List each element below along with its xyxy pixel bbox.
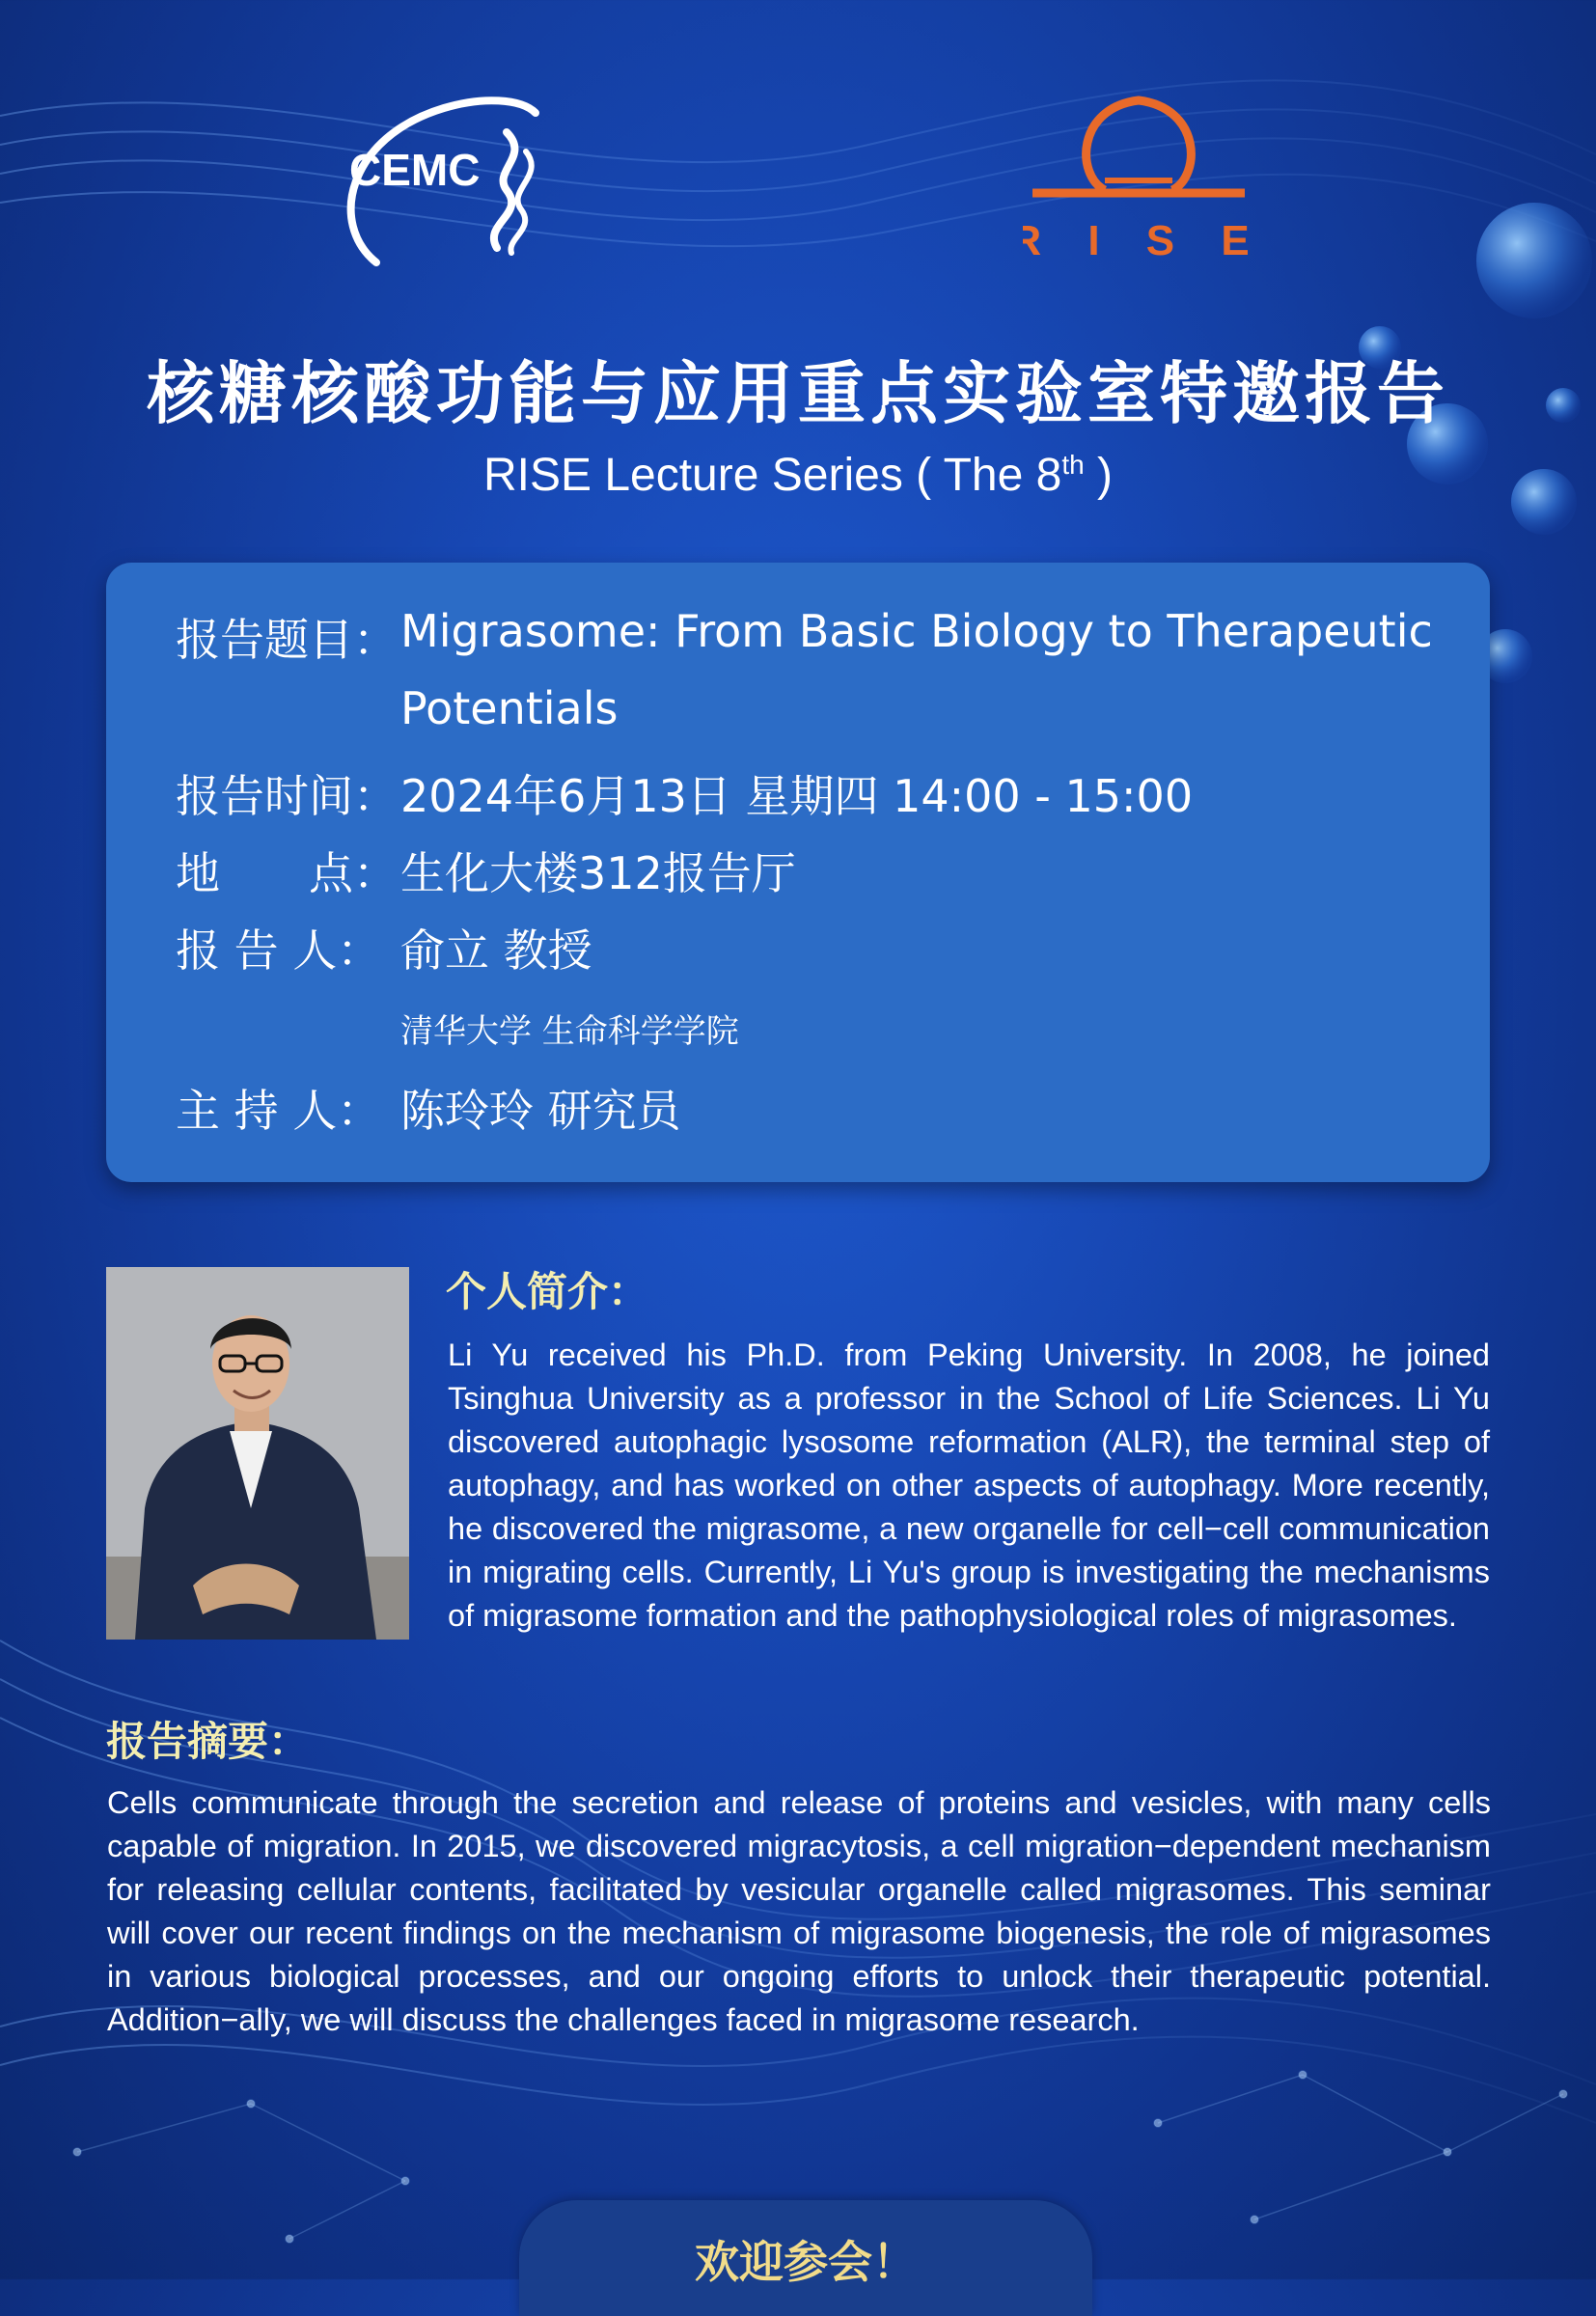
- cemc-logo: [338, 79, 560, 282]
- topic-value-line2: Potentials: [400, 682, 619, 734]
- time-value: 2024年6月13日 星期四 14:00 - 15:00: [400, 770, 1194, 822]
- abstract-text: Cells communicate through the secretion and release of proteins and vesicles, with many cells capable of migration. In 2015, we discovered migracytosis, a cell migration−dependent mechanism for releasing cellular contents, facilitated by vesicular organelle called migrasomes. This seminar will cover our recent findings on the mechanism of migrasome biogenesis, the role of migrasomes in various biological processes, and our ongoing efforts to unlock their therapeutic potential. Addition−ally, we will discuss the challenges faced in migrasome research.: [107, 1785, 1491, 2037]
- welcome-text: 欢迎参会！: [695, 2236, 917, 2288]
- topic-value-line1: Migrasome: From Basic Biology to Therapeutic: [400, 605, 1433, 657]
- host-label: 主 持 人：: [176, 1085, 382, 1137]
- page-title: 核糖核酸功能与应用重点实验室特邀报告: [147, 354, 1449, 433]
- speaker-value: 俞立 教授: [400, 924, 592, 977]
- page-subtitle: [0, 449, 1596, 502]
- subtitle-close: ): [1084, 450, 1114, 501]
- host-value: 陈玲玲 研究员: [400, 1085, 681, 1137]
- subtitle-sup: th: [1061, 450, 1085, 480]
- place-value: 生化大楼312报告厅: [400, 847, 796, 899]
- bio-text: Li Yu received his Ph.D. from Peking University. In 2008, he joined Tsinghua University as a professor in the School of Life Sciences. Li Yu discovered autophagic lysosome reformation (ALR), the terminal step of autophagy, and has worked on other aspects of autophagy. More recently, he discovered the migrasome, a new organelle for cell−cell communication in migrating cells. Currently, Li Yu's group is investigating the mechanisms of migrasome formation and the pathophysiological roles of migrasomes.: [448, 1337, 1490, 1633]
- bio-heading: 个人简介：: [446, 1268, 649, 1315]
- cemc-logo-text: CEMC: [349, 145, 481, 195]
- subtitle-text: RISE Lecture Series ( The 8: [482, 450, 1062, 501]
- speaker-label: 报 告 人：: [176, 924, 382, 977]
- time-label: 报告时间：: [176, 770, 398, 822]
- rise-logo-text: R I S E: [1023, 217, 1254, 264]
- place-label: 地 点：: [176, 847, 398, 899]
- welcome-banner: [519, 2200, 1092, 2316]
- rise-logo: [1023, 89, 1254, 272]
- abstract-heading: 报告摘要：: [106, 1718, 310, 1765]
- speaker-photo: [106, 1267, 409, 1640]
- lecture-info-box: [106, 563, 1490, 1182]
- topic-label: 报告题目：: [176, 614, 398, 666]
- speaker-affiliation: 清华大学 生命科学学院: [400, 1012, 739, 1051]
